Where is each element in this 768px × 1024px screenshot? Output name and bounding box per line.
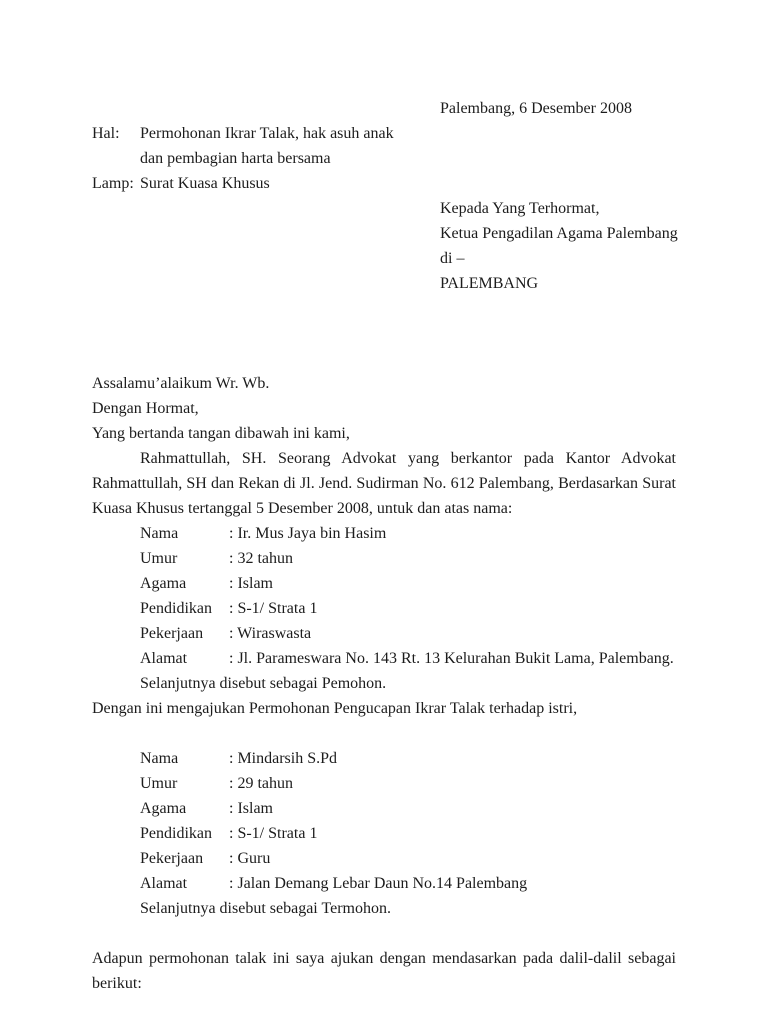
vertical-gap: [92, 296, 676, 371]
detail-row-address: [92, 871, 676, 896]
detail-row-education: [92, 596, 676, 621]
detail-label: Pekerjaan: [140, 850, 204, 867]
detail-label: Agama: [140, 575, 187, 592]
advocate-paragraph-line3: Kuasa Khusus tertanggal 5 Desember 2008, untuk dan atas nama:: [92, 500, 513, 517]
detail-row-name: [92, 521, 676, 546]
statement-line: Dengan ini mengajukan Permohonan Pengucapan Ikrar Talak terhadap istri,: [92, 700, 578, 717]
detail-row-address: [92, 646, 676, 671]
advocate-paragraph-line1: Rahmattullah, SH. Seorang Advokat yang berkantor pada Kantor Advokat: [140, 450, 676, 467]
vertical-gap: [92, 921, 676, 946]
petitioner-details: [92, 521, 676, 696]
detail-value: : Mindarsih S.Pd: [229, 750, 338, 767]
detail-value: : Ir. Mus Jaya bin Hasim: [229, 525, 387, 542]
advocate-paragraph: [92, 446, 676, 521]
detail-label: Alamat: [140, 875, 188, 892]
detail-value: : Jl. Parameswara No. 143 Rt. 13 Kelurahan Bukit Lama, Palembang.: [229, 650, 674, 667]
detail-label: Nama: [140, 525, 179, 542]
detail-row-name: [92, 746, 676, 771]
subject-row: [92, 121, 676, 146]
petitioner-note: Selanjutnya disebut sebagai Pemohon.: [140, 675, 387, 692]
attachment-row: [92, 171, 676, 196]
respondent-note: Selanjutnya disebut sebagai Termohon.: [140, 900, 391, 917]
detail-value: : 32 tahun: [229, 550, 293, 567]
subject-label: Hal:: [92, 125, 120, 142]
subject-text-line1: Permohonan Ikrar Talak, hak asuh anak: [140, 125, 394, 142]
detail-row-age: [92, 771, 676, 796]
detail-label: Nama: [140, 750, 179, 767]
detail-label: Umur: [140, 775, 178, 792]
closing-paragraph-line1: Adapun permohonan talak ini saya ajukan dengan mendasarkan pada dalil-dalil sebagai: [92, 950, 676, 967]
detail-value: : Islam: [229, 800, 273, 817]
attachment-label: Lamp:: [92, 175, 134, 192]
closing-paragraph: [92, 946, 676, 996]
detail-value: : Wiraswasta: [229, 625, 312, 642]
detail-row-religion: [92, 796, 676, 821]
detail-value: : S-1/ Strata 1: [229, 825, 318, 842]
detail-row-age: [92, 546, 676, 571]
vertical-gap: [92, 721, 676, 746]
detail-row-education: [92, 821, 676, 846]
addressee-line-ketua: Ketua Pengadilan Agama Palembang: [440, 225, 678, 242]
detail-label: Alamat: [140, 650, 188, 667]
date-line: Palembang, 6 Desember 2008: [440, 100, 632, 117]
detail-value: : 29 tahun: [229, 775, 293, 792]
closing-paragraph-line2: berikut:: [92, 975, 142, 992]
detail-row-religion: [92, 571, 676, 596]
attachment-text: Surat Kuasa Khusus: [140, 175, 270, 192]
detail-value: : S-1/ Strata 1: [229, 600, 318, 617]
detail-row-occupation: [92, 621, 676, 646]
detail-label: Pendidikan: [140, 825, 212, 842]
salutation-formal-greeting: Dengan Hormat,: [92, 400, 199, 417]
detail-label: Agama: [140, 800, 187, 817]
addressee-line-kepada: Kepada Yang Terhormat,: [440, 200, 600, 217]
subject-text-line2: dan pembagian harta bersama: [140, 150, 331, 167]
detail-value: : Guru: [229, 850, 271, 867]
addressee-line-city: PALEMBANG: [440, 275, 539, 292]
respondent-details: [92, 746, 676, 921]
detail-label: Pekerjaan: [140, 625, 204, 642]
advocate-paragraph-line2: Rahmattullah, SH dan Rekan di Jl. Jend. Sudirman No. 612 Palembang, Berdasarkan Surat: [92, 475, 676, 492]
addressee-line-di: di –: [440, 250, 465, 267]
detail-row-occupation: [92, 846, 676, 871]
detail-label: Umur: [140, 550, 178, 567]
addressee-block: [440, 196, 676, 296]
salutation-islamic-greeting: Assalamu’alaikum Wr. Wb.: [92, 375, 270, 392]
detail-value: : Jalan Demang Lebar Daun No.14 Palembang: [229, 875, 528, 892]
letter-content: [92, 96, 676, 996]
detail-value: : Islam: [229, 575, 273, 592]
salutation-intro: Yang bertanda tangan dibawah ini kami,: [92, 425, 350, 442]
detail-label: Pendidikan: [140, 600, 212, 617]
